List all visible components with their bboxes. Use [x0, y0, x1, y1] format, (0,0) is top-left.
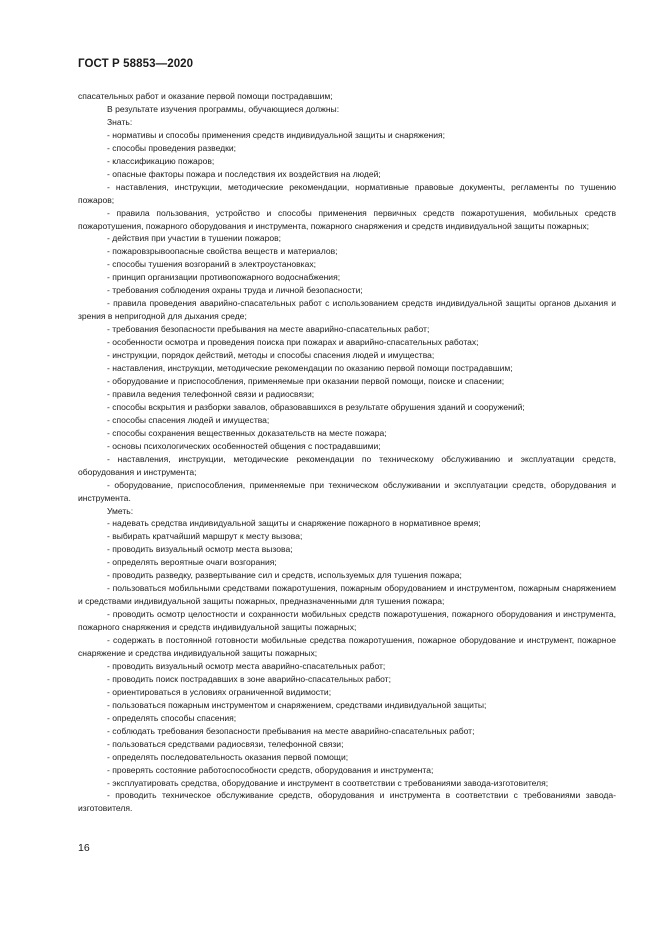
list-item: - наставления, инструкции, методические рекомендации по оказанию первой помощи пострадавшим;: [107, 363, 513, 374]
list-item: - соблюдать требования безопасности пребывания на месте аварийно-спасательных работ;: [107, 725, 475, 736]
list-item: - требования соблюдения охраны труда и личной безопасности;: [107, 285, 363, 296]
list-item: - надевать средства индивидуальной защиты и снаряжение пожарного в нормативное время;: [107, 518, 481, 529]
list-item: - наставления, инструкции, методические рекомендации по техническому обслуживанию и эксплуатации средств, оборудования и инструмента;: [78, 453, 616, 477]
document-header: ГОСТ Р 58853—2020: [78, 58, 194, 70]
list-item: - инструкции, порядок действий, методы и способы спасения людей и имущества;: [107, 350, 435, 361]
list-item: - правила проведения аварийно-спасательных работ с использованием средств индивидуальной защиты органов дыхания и зрения в непригодной для дыхания среде;: [78, 298, 616, 322]
list-item: - классификацию пожаров;: [107, 155, 215, 166]
list-item: - способы вскрытия и разборки завалов, образовавшихся в результате обрушения зданий и сооружений;: [107, 401, 525, 412]
list-item: - оборудование, приспособления, применяемые при техническом обслуживании и эксплуатации средств, оборудования и инструмента.: [78, 479, 616, 503]
list-item: - основы психологических особенностей общения с пострадавшими;: [107, 440, 381, 451]
list-item: - определять способы спасения;: [107, 712, 237, 723]
list-item: - требования безопасности пребывания на месте аварийно-спасательных работ;: [107, 324, 430, 335]
list-item: - проверять состояние работоспособности средств, оборудования и инструмента;: [107, 764, 434, 775]
list-item: - проводить техническое обслуживание средств, оборудования и инструмента в соответствии с требованиями завода-изготовителя.: [78, 790, 616, 814]
list-item: - опасные факторы пожара и последствия их воздействия на людей;: [107, 168, 381, 179]
list-item: - принцип организации противопожарного водоснабжения;: [107, 272, 341, 283]
list-item: - пользоваться средствами радиосвязи, телефонной связи;: [107, 738, 344, 749]
list-item: - действия при участии в тушении пожаров;: [107, 233, 281, 244]
list-item: - способы сохранения вещественных доказательств на месте пожара;: [107, 427, 387, 438]
list-item: - определять вероятные очаги возгорания;: [107, 557, 277, 568]
list-item: - пожаровзрывоопасные свойства веществ и материалов;: [107, 246, 338, 257]
list-item: - эксплуатировать средства, оборудование и инструмент в соответствии с требованиями завода-изготовителя;: [107, 777, 549, 788]
list-item: - оборудование и приспособления, применяемые при оказании первой помощи, поиске и спасении;: [107, 375, 505, 386]
list-item: - содержать в постоянной готовности мобильные средства пожаротушения, пожарное оборудование и инструмент, пожарное снаряжение и средства индивидуальной защиты пожарных;: [78, 635, 616, 658]
list-item: - способы проведения разведки;: [107, 142, 237, 153]
list-item: - правила ведения телефонной связи и радиосвязи;: [107, 388, 315, 399]
list-item: - способы тушения возгораний в электроустановках;: [107, 259, 317, 270]
list-item: - проводить разведку, развертывание сил и средств, используемых для тушения пожара;: [107, 570, 462, 581]
result-paragraph: В результате изучения программы, обучающиеся должны:: [107, 103, 340, 114]
list-item: - ориентироваться в условиях ограниченной видимости;: [107, 686, 332, 697]
list-item: - наставления, инструкции, методические рекомендации, нормативные правовые документы, регламенты по тушению пожаров;: [78, 181, 616, 205]
list-item: - пользоваться пожарным инструментом и снаряжением, средствами индивидуальной защиты;: [107, 699, 487, 710]
list-item: - проводить поиск пострадавших в зоне аварийно-спасательных работ;: [107, 673, 391, 684]
can-label: Уметь:: [107, 505, 134, 516]
document-body: [78, 90, 616, 815]
page-number: 16: [78, 842, 90, 854]
intro-paragraph: спасательных работ и оказание первой помощи пострадавшим;: [78, 91, 333, 101]
list-item: - особенности осмотра и проведения поиска при пожарах и аварийно-спасательных работах;: [107, 337, 479, 348]
list-item: - пользоваться мобильными средствами пожаротушения, пожарным оборудованием и инструментом, пожарным снаряжением и средствами индивидуальной защиты пожарных, предназначенными для тушения пожара;: [78, 583, 616, 607]
list-item: - проводить визуальный осмотр места вызова;: [107, 544, 293, 555]
know-list: [78, 129, 616, 505]
list-item: - правила пользования, устройство и способы применения первичных средств пожаротушения, мобильных средств пожаротушения, пожарного оборудования и инструмента, пожарного снаряжения и средств индивидуальной защиты пожарных;: [78, 207, 616, 231]
list-item: - способы спасения людей и имущества;: [107, 414, 270, 425]
know-label: Знать:: [107, 116, 133, 127]
list-item: - проводить визуальный осмотр места аварийно-спасательных работ;: [107, 660, 386, 671]
list-item: - нормативы и способы применения средств индивидуальной защиты и снаряжения;: [107, 129, 446, 140]
list-item: - проводить осмотр целостности и сохранности мобильных средств пожаротушения, пожарного оборудования и инструмента, пожарного снаряжения и средств индивидуальной защиты пожарных;: [78, 609, 616, 633]
list-item: - выбирать кратчайший маршрут к месту вызова;: [107, 531, 303, 542]
list-item: - определять последовательность оказания первой помощи;: [107, 751, 349, 762]
can-list: [78, 517, 616, 815]
